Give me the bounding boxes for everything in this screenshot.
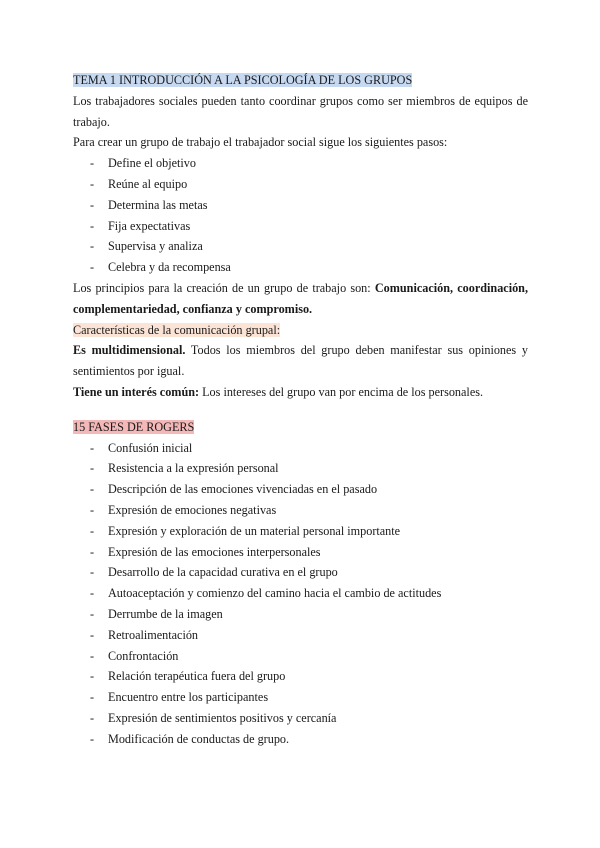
rogers-phases-list [73, 438, 528, 750]
list-item: - Confusión inicial [73, 438, 528, 459]
dash-bullet: - [90, 482, 95, 497]
section-title [73, 70, 528, 91]
dash-bullet: - [90, 523, 95, 538]
dash-bullet: - [90, 218, 95, 233]
dash-bullet: - [90, 731, 95, 746]
list-item: - Derrumbe de la imagen [73, 604, 528, 625]
list-item: - Resistencia a la expresión personal [73, 458, 528, 479]
characteristic-common-interest: Tiene un interés común: Los intereses del grupo van por encima de los personales. [73, 384, 484, 399]
dash-bullet: - [90, 461, 95, 476]
dash-bullet: - [90, 606, 95, 621]
list-item: - Expresión y exploración de un material personal importante [73, 521, 528, 542]
list-item: - Desarrollo de la capacidad curativa en el grupo [73, 562, 528, 583]
dash-bullet: - [90, 586, 95, 601]
dash-bullet: - [90, 627, 95, 642]
steps-list [73, 153, 528, 278]
dash-bullet: - [90, 239, 95, 254]
document-content [73, 70, 528, 750]
dash-bullet: - [90, 648, 95, 663]
list-item: - Modificación de conductas de grupo. [73, 729, 528, 750]
list-item: - Relación terapéutica fuera del grupo [73, 666, 528, 687]
characteristic-multidimensional: Es multidimensional. Todos los miembros del grupo deben manifestar sus opiniones y sentimientos por igual. [73, 343, 528, 379]
dash-bullet: - [90, 260, 95, 275]
list-item: - Encuentro entre los participantes [73, 687, 528, 708]
dash-bullet: - [90, 197, 95, 212]
dash-bullet: - [90, 502, 95, 517]
rogers-heading [73, 417, 528, 438]
dash-bullet: - [90, 710, 95, 725]
list-item: - Autoaceptación y comienzo del camino hacia el cambio de actitudes [73, 583, 528, 604]
list-item: - Descripción de las emociones vivenciadas en el pasado [73, 479, 528, 500]
characteristics-highlight: Características de la comunicación grupal: [73, 322, 281, 337]
list-item: - Expresión de sentimientos positivos y cercanía [73, 708, 528, 729]
list-item: - Supervisa y analiza [73, 236, 528, 257]
list-item: - Confrontación [73, 646, 528, 667]
dash-bullet: - [90, 440, 95, 455]
list-item: - Reúne al equipo [73, 174, 528, 195]
title-highlight: TEMA 1 INTRODUCCIÓN A LA PSICOLOGÍA DE LOS GRUPOS [73, 73, 413, 87]
dash-bullet: - [90, 690, 95, 705]
steps-intro-paragraph: Para crear un grupo de trabajo el trabajador social sigue los siguientes pasos: [73, 135, 448, 150]
dash-bullet: - [90, 544, 95, 559]
dash-bullet: - [90, 565, 95, 580]
characteristics-heading [73, 320, 528, 341]
section-spacer [73, 403, 528, 417]
list-item: - Fija expectativas [73, 216, 528, 237]
dash-bullet: - [90, 669, 95, 684]
list-item: - Expresión de las emociones interpersonales [73, 542, 528, 563]
dash-bullet: - [90, 176, 95, 191]
list-item: - Retroalimentación [73, 625, 528, 646]
list-item: - Define el objetivo [73, 153, 528, 174]
list-item: - Celebra y da recompensa [73, 257, 528, 278]
list-item: - Expresión de emociones negativas [73, 500, 528, 521]
list-item: - Determina las metas [73, 195, 528, 216]
dash-bullet: - [90, 156, 95, 171]
intro-paragraph: Los trabajadores sociales pueden tanto coordinar grupos como ser miembros de equipos de trabajo. [73, 93, 528, 129]
principles-bold: Comunicación, coordinación, complementariedad, confianza y compromiso. [73, 280, 529, 316]
rogers-highlight: 15 FASES DE ROGERS [73, 419, 195, 434]
principles-paragraph: Los principios para la creación de un grupo de trabajo son: Comunicación, coordinación, complementariedad, confianza y compromiso. [73, 280, 529, 316]
